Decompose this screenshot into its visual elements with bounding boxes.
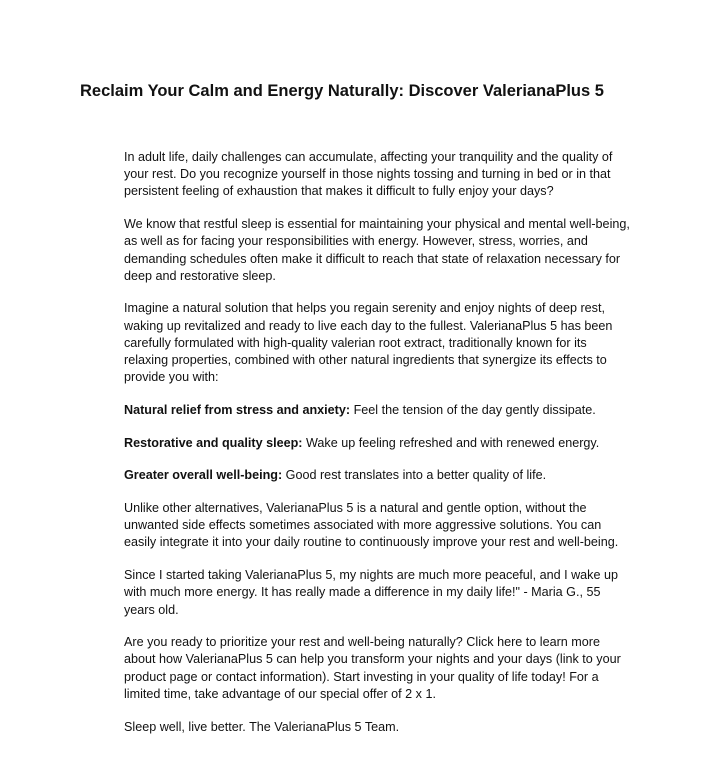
feature-text: Feel the tension of the day gently dissipate.	[350, 402, 596, 417]
feature-label: Greater overall well-being:	[124, 468, 283, 483]
feature-text: Good rest translates into a better quality of life.	[282, 468, 547, 483]
feature-stress-relief	[124, 402, 631, 419]
paragraph-sleep-importance: We know that restful sleep is essential for maintaining your physical and mental well-being, as well as for facing your responsibilities with energy. However, stress, worries, and demanding schedules often make it difficult to reach that state of relaxation necessary for deep and restorative sleep.	[124, 217, 630, 283]
paragraph-call-to-action: Are you ready to prioritize your rest and well-being naturally? Click here to learn more about how ValerianaPlus 5 can help you transform your nights and your days (link to your product page or contact information). Start investing in your quality of life today! For a limited time, take advantage of our special offer of 2 x 1.	[124, 635, 621, 701]
feature-text: Wake up feeling refreshed and with renewed energy.	[302, 435, 600, 450]
feature-label: Natural relief from stress and anxiety:	[124, 402, 351, 417]
page-title: Reclaim Your Calm and Energy Naturally: Discover ValerianaPlus 5	[80, 82, 604, 100]
feature-well-being	[124, 467, 631, 484]
paragraph-alternatives: Unlike other alternatives, ValerianaPlus 5 is a natural and gentle option, without the unwanted side effects sometimes associated with more aggressive solutions. You can easily integrate it into your daily routine to continuously improve your rest and well-being.	[124, 501, 619, 550]
document-body	[124, 149, 631, 751]
paragraph-signoff: Sleep well, live better. The ValerianaPlus 5 Team.	[124, 719, 400, 734]
paragraph-solution: Imagine a natural solution that helps you regain serenity and enjoy nights of deep rest, waking up revitalized and ready to live each day to the fullest. ValerianaPlus 5 has been carefully formulated with high-quality valerian root extract, traditionally known for its relaxing properties, combined with other natural ingredients that synergize its effects to provide you with:	[124, 301, 613, 385]
paragraph-intro: In adult life, daily challenges can accumulate, affecting your tranquility and the quality of your rest. Do you recognize yourself in those nights tossing and turning in bed or in that persistent feeling of exhaustion that makes it difficult to fully enjoy your days?	[124, 150, 613, 199]
feature-restorative-sleep	[124, 435, 631, 452]
paragraph-testimonial: Since I started taking ValerianaPlus 5, my nights are much more peaceful, and I wake up with much more energy. It has really made a difference in my daily life!" - Maria G., 55 years old.	[124, 568, 618, 617]
feature-label: Restorative and quality sleep:	[124, 435, 303, 450]
